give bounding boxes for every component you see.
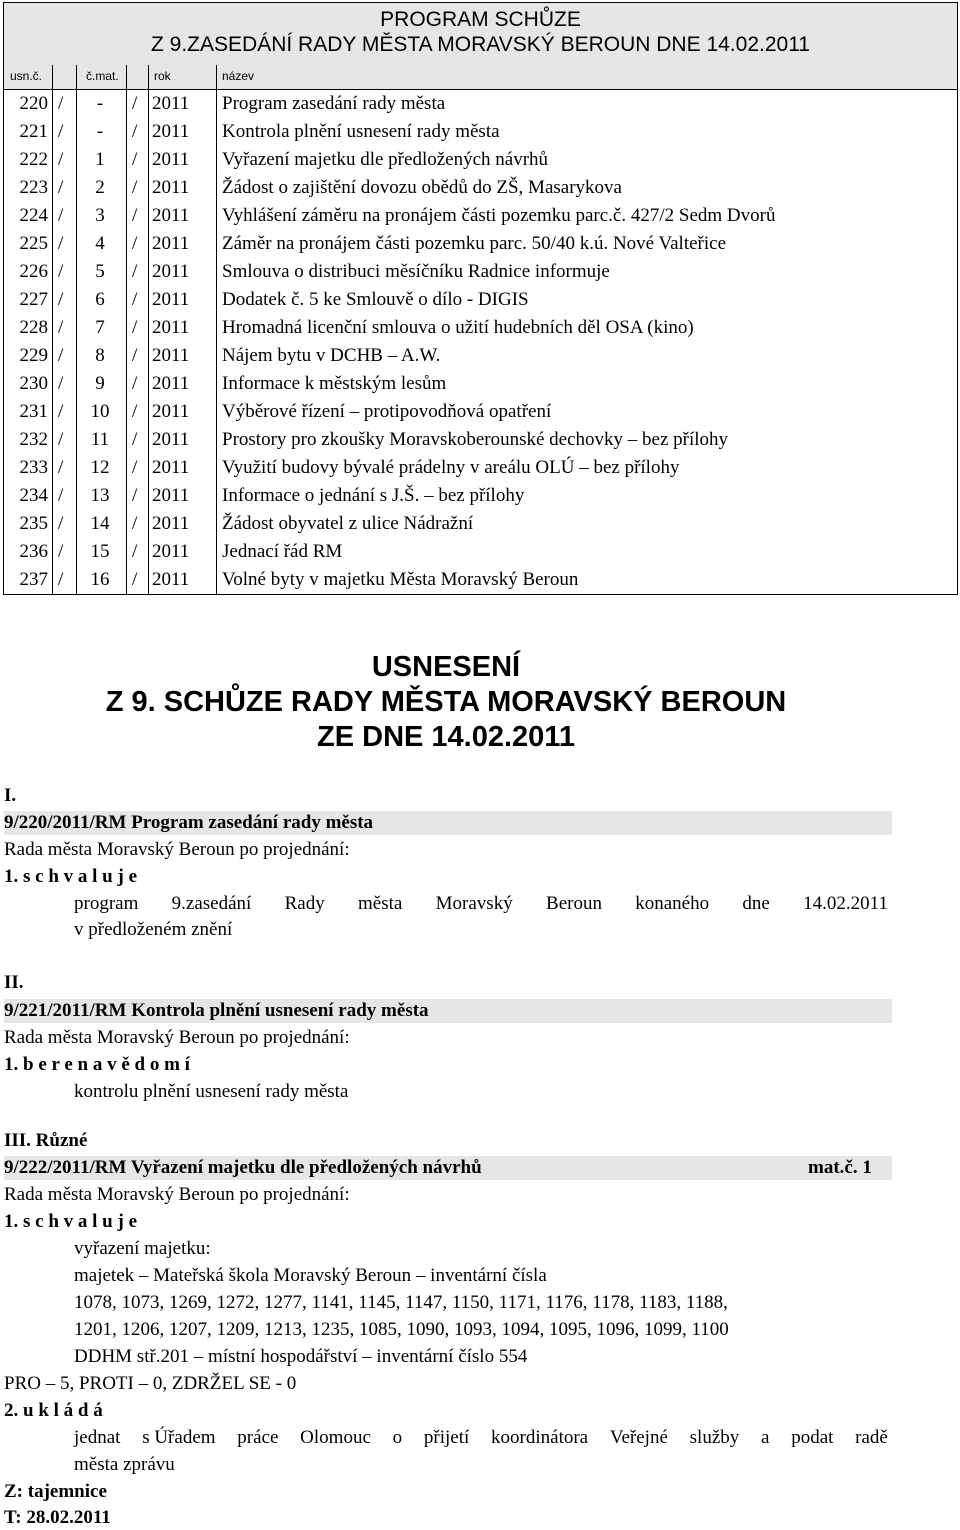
- agenda-cell-rok: 2011: [152, 345, 190, 366]
- section-2-label: II.: [4, 972, 24, 993]
- section-3-verb-2: 2. u k l á d á: [4, 1400, 103, 1421]
- agenda-cell-separator: /: [132, 149, 138, 170]
- agenda-cell-rok: 2011: [152, 541, 190, 562]
- word: Rady: [284, 893, 325, 914]
- agenda-cell-rok: 2011: [152, 233, 190, 254]
- agenda-cell-separator: /: [58, 93, 64, 114]
- agenda-cell-separator: /: [58, 401, 64, 422]
- agenda-cell-separator: /: [132, 233, 138, 254]
- agenda-cell-nazev: Prostory pro zkoušky Moravskoberounské dechovky – bez přílohy: [222, 429, 729, 450]
- agenda-cell-separator: /: [132, 261, 138, 282]
- agenda-cell-mat: 11: [90, 429, 110, 450]
- agenda-cell-rok: 2011: [152, 121, 190, 142]
- agenda-row: [4, 482, 957, 510]
- agenda-cell-usn: 226: [19, 261, 48, 282]
- section-1-intro: Rada města Moravský Beroun po projednání:: [4, 839, 350, 860]
- agenda-cell-nazev: Vyřazení majetku dle předložených návrhů: [222, 149, 549, 170]
- agenda-cell-mat: 9: [95, 373, 105, 394]
- word: práce: [237, 1427, 279, 1448]
- agenda-cell-mat: 14: [90, 513, 110, 534]
- word: Moravský: [435, 893, 513, 914]
- agenda-cell-rok: 2011: [152, 485, 190, 506]
- agenda-row: [4, 370, 957, 398]
- agenda-title-line1: PROGRAM SCHŮZE: [380, 8, 581, 31]
- word: Beroun: [546, 893, 602, 914]
- agenda-row: [4, 314, 957, 342]
- agenda-cell-separator: /: [58, 317, 64, 338]
- agenda-row: [4, 118, 957, 146]
- agenda-header: [4, 3, 957, 90]
- agenda-cell-mat: 16: [90, 569, 110, 590]
- agenda-row: [4, 90, 957, 118]
- agenda-cell-usn: 230: [19, 373, 48, 394]
- agenda-row: [4, 510, 957, 538]
- agenda-cell-mat: 3: [95, 205, 105, 226]
- agenda-row: [4, 146, 957, 174]
- agenda-cell-nazev: Žádost o zajištění dovozu obědů do ZŠ, Masarykova: [222, 177, 622, 198]
- section-3-title: 9/222/2011/RM Vyřazení majetku dle předložených návrhů: [4, 1157, 482, 1178]
- section-2-intro: Rada města Moravský Beroun po projednání:: [4, 1027, 350, 1048]
- agenda-cell-separator: /: [58, 345, 64, 366]
- agenda-cell-usn: 223: [19, 177, 48, 198]
- agenda-cell-separator: /: [132, 317, 138, 338]
- section-1-label: I.: [4, 785, 17, 806]
- section-2-text: kontrolu plnění usnesení rady města: [74, 1081, 349, 1102]
- agenda-cell-mat: 7: [95, 317, 105, 338]
- section-1-title: 9/220/2011/RM Program zasedání rady města: [4, 812, 374, 833]
- section-3-responsible: Z: tajemnice: [4, 1481, 107, 1502]
- agenda-column-headers: [4, 65, 957, 89]
- section-3-line-6: [74, 1426, 888, 1450]
- agenda-row: [4, 398, 957, 426]
- agenda-cell-rok: 2011: [152, 149, 190, 170]
- agenda-cell-separator: /: [132, 373, 138, 394]
- word: a: [761, 1427, 770, 1448]
- agenda-cell-nazev: Využití budovy bývalé prádelny v areálu OLÚ – bez přílohy: [222, 457, 680, 478]
- section-3-vote: PRO – 5, PROTI – 0, ZDRŽEL SE - 0: [4, 1373, 297, 1394]
- agenda-cell-nazev: Informace o jednání s J.Š. – bez přílohy: [222, 485, 525, 506]
- agenda-cell-usn: 224: [19, 205, 48, 226]
- agenda-row: [4, 342, 957, 370]
- agenda-cell-separator: /: [132, 93, 138, 114]
- agenda-cell-separator: /: [58, 177, 64, 198]
- section-1-verb: 1. s c h v a l u j e: [4, 866, 137, 887]
- section-3-line-1: vyřazení majetku:: [74, 1238, 211, 1259]
- agenda-cell-rok: 2011: [152, 177, 190, 198]
- section-1-text-2: v předloženém znění: [74, 919, 233, 940]
- agenda-cell-separator: /: [58, 261, 64, 282]
- agenda-cell-separator: /: [58, 485, 64, 506]
- agenda-row: [4, 454, 957, 482]
- agenda-row: [4, 258, 957, 286]
- section-3-line-4: 1201, 1206, 1207, 1209, 1213, 1235, 1085, 1090, 1093, 1094, 1095, 1096, 1099, 1100: [74, 1319, 729, 1340]
- section-3-line-5: DDHM stř.201 – místní hospodářství – inventární číslo 554: [74, 1346, 528, 1367]
- agenda-cell-usn: 221: [19, 121, 48, 142]
- agenda-row: [4, 174, 957, 202]
- agenda-cell-nazev: Volné byty v majetku Města Moravský Beroun: [222, 569, 579, 590]
- word: o: [392, 1427, 403, 1448]
- agenda-cell-separator: /: [58, 541, 64, 562]
- agenda-cell-nazev: Hromadná licenční smlouva o užití hudebních děl OSA (kino): [222, 317, 694, 338]
- section-3-line-3: 1078, 1073, 1269, 1272, 1277, 1141, 1145, 1147, 1150, 1171, 1176, 1178, 1183, 1188,: [74, 1292, 728, 1313]
- agenda-cell-rok: 2011: [152, 261, 190, 282]
- agenda-cell-mat: 10: [90, 401, 110, 422]
- agenda-cell-separator: /: [58, 569, 64, 590]
- col-header-usn: usn.č.: [10, 69, 43, 83]
- agenda-cell-nazev: Záměr na pronájem části pozemku parc. 50/40 k.ú. Nové Valteřice: [222, 233, 727, 254]
- section-2-title: 9/221/2011/RM Kontrola plnění usnesení rady města: [4, 1000, 429, 1021]
- agenda-cell-mat: 8: [95, 345, 105, 366]
- agenda-cell-separator: /: [132, 401, 138, 422]
- word: města: [358, 893, 403, 914]
- resolution-heading-line1: USNESENÍ: [371, 651, 521, 683]
- agenda-cell-nazev: Jednací řád RM: [222, 541, 343, 562]
- agenda-cell-mat: -: [96, 93, 104, 114]
- agenda-cell-separator: /: [132, 513, 138, 534]
- agenda-cell-usn: 220: [19, 93, 48, 114]
- section-2-verb: 1. b e r e n a v ě d o m í: [4, 1054, 190, 1075]
- agenda-cell-nazev: Dodatek č. 5 ke Smlouvě o dílo - DIGIS: [222, 289, 529, 310]
- word: program: [74, 893, 139, 914]
- resolution-heading-line2: Z 9. SCHŮZE RADY MĚSTA MORAVSKÝ BEROUN: [105, 686, 787, 718]
- agenda-cell-separator: /: [58, 233, 64, 254]
- section-3-line-7: města zprávu: [74, 1454, 175, 1475]
- agenda-cell-nazev: Žádost obyvatel z ulice Nádražní: [222, 513, 474, 534]
- word: koordinátora: [491, 1427, 589, 1448]
- agenda-cell-mat: 5: [95, 261, 105, 282]
- word: s Úřadem: [142, 1427, 216, 1448]
- agenda-cell-usn: 228: [19, 317, 48, 338]
- agenda-cell-nazev: Výběrové řízení – protipovodňová opatření: [222, 401, 552, 422]
- section-3-label: III. Různé: [4, 1130, 88, 1151]
- agenda-cell-nazev: Kontrola plnění usnesení rady města: [222, 121, 500, 142]
- agenda-cell-usn: 237: [19, 569, 48, 590]
- agenda-cell-separator: /: [132, 569, 138, 590]
- col-header-mat: č.mat.: [86, 69, 119, 83]
- word: Olomouc: [300, 1427, 371, 1448]
- agenda-cell-separator: /: [58, 205, 64, 226]
- agenda-cell-separator: /: [132, 541, 138, 562]
- agenda-table: [3, 2, 958, 595]
- agenda-cell-rok: 2011: [152, 569, 190, 590]
- agenda-title: [4, 7, 957, 57]
- agenda-cell-rok: 2011: [152, 429, 190, 450]
- word: konaného: [635, 893, 710, 914]
- agenda-cell-separator: /: [58, 373, 64, 394]
- section-3-intro: Rada města Moravský Beroun po projednání:: [4, 1184, 350, 1205]
- agenda-cell-separator: /: [132, 177, 138, 198]
- agenda-cell-separator: /: [58, 121, 64, 142]
- section-3-deadline: T: 28.02.2011: [4, 1507, 111, 1528]
- col-header-rok: rok: [154, 69, 171, 83]
- word: radě: [855, 1427, 888, 1448]
- agenda-cell-rok: 2011: [152, 457, 190, 478]
- word: služby: [689, 1427, 740, 1448]
- agenda-cell-rok: 2011: [152, 317, 190, 338]
- agenda-cell-nazev: Informace k městským lesům: [222, 373, 447, 394]
- agenda-cell-mat: 15: [90, 541, 110, 562]
- section-3-line-2: majetek – Mateřská škola Moravský Beroun – inventární čísla: [74, 1265, 547, 1286]
- agenda-row: [4, 202, 957, 230]
- agenda-cell-usn: 227: [19, 289, 48, 310]
- agenda-cell-usn: 232: [19, 429, 48, 450]
- agenda-cell-nazev: Vyhlášení záměru na pronájem části pozemku parc.č. 427/2 Sedm Dvorů: [222, 205, 776, 226]
- agenda-row: [4, 566, 957, 594]
- agenda-cell-separator: /: [58, 289, 64, 310]
- agenda-cell-mat: 13: [90, 485, 110, 506]
- word: jednat: [74, 1427, 121, 1448]
- word: 9.zasedání: [171, 893, 252, 914]
- agenda-cell-separator: /: [58, 513, 64, 534]
- section-3-mat: mat.č. 1: [808, 1157, 872, 1178]
- agenda-cell-usn: 233: [19, 457, 48, 478]
- agenda-cell-rok: 2011: [152, 205, 190, 226]
- agenda-cell-mat: 4: [95, 233, 105, 254]
- agenda-cell-rok: 2011: [152, 513, 190, 534]
- agenda-row: [4, 538, 957, 566]
- agenda-cell-separator: /: [58, 457, 64, 478]
- agenda-cell-mat: 6: [95, 289, 105, 310]
- agenda-cell-usn: 234: [19, 485, 48, 506]
- agenda-cell-separator: /: [132, 345, 138, 366]
- agenda-cell-rok: 2011: [152, 373, 190, 394]
- resolution-heading: [0, 650, 892, 755]
- col-header-nazev: název: [222, 69, 255, 83]
- section-3-verb: 1. s c h v a l u j e: [4, 1211, 137, 1232]
- word: 14.02.2011: [803, 893, 888, 914]
- agenda-cell-mat: -: [96, 121, 104, 142]
- agenda-cell-usn: 229: [19, 345, 48, 366]
- word: podat: [791, 1427, 834, 1448]
- agenda-cell-nazev: Nájem bytu v DCHB – A.W.: [222, 345, 441, 366]
- agenda-cell-separator: /: [132, 429, 138, 450]
- agenda-rows: [4, 90, 957, 594]
- agenda-cell-nazev: Smlouva o distribuci měsíčníku Radnice informuje: [222, 261, 610, 282]
- agenda-cell-separator: /: [132, 457, 138, 478]
- agenda-cell-rok: 2011: [152, 401, 190, 422]
- word: Veřejné: [609, 1427, 668, 1448]
- agenda-cell-mat: 12: [90, 457, 110, 478]
- agenda-row: [4, 286, 957, 314]
- agenda-cell-mat: 2: [95, 177, 105, 198]
- agenda-cell-separator: /: [58, 429, 64, 450]
- word: přijetí: [423, 1427, 470, 1448]
- agenda-cell-usn: 231: [19, 401, 48, 422]
- agenda-cell-separator: /: [132, 485, 138, 506]
- agenda-row: [4, 426, 957, 454]
- agenda-cell-separator: /: [58, 149, 64, 170]
- agenda-cell-rok: 2011: [152, 289, 190, 310]
- resolution-heading-line3: ZE DNE 14.02.2011: [317, 721, 575, 753]
- section-1-text: [74, 892, 888, 916]
- agenda-cell-usn: 235: [19, 513, 48, 534]
- word: dne: [742, 893, 770, 914]
- agenda-cell-separator: /: [132, 205, 138, 226]
- agenda-cell-mat: 1: [95, 149, 105, 170]
- agenda-cell-separator: /: [132, 289, 138, 310]
- agenda-cell-usn: 236: [19, 541, 48, 562]
- agenda-cell-nazev: Program zasedání rady města: [222, 93, 446, 114]
- agenda-cell-usn: 222: [19, 149, 48, 170]
- agenda-cell-usn: 225: [19, 233, 48, 254]
- agenda-row: [4, 230, 957, 258]
- agenda-cell-separator: /: [132, 121, 138, 142]
- agenda-title-line2: Z 9.ZASEDÁNÍ RADY MĚSTA MORAVSKÝ BEROUN DNE 14.02.2011: [151, 33, 810, 56]
- agenda-cell-rok: 2011: [152, 93, 190, 114]
